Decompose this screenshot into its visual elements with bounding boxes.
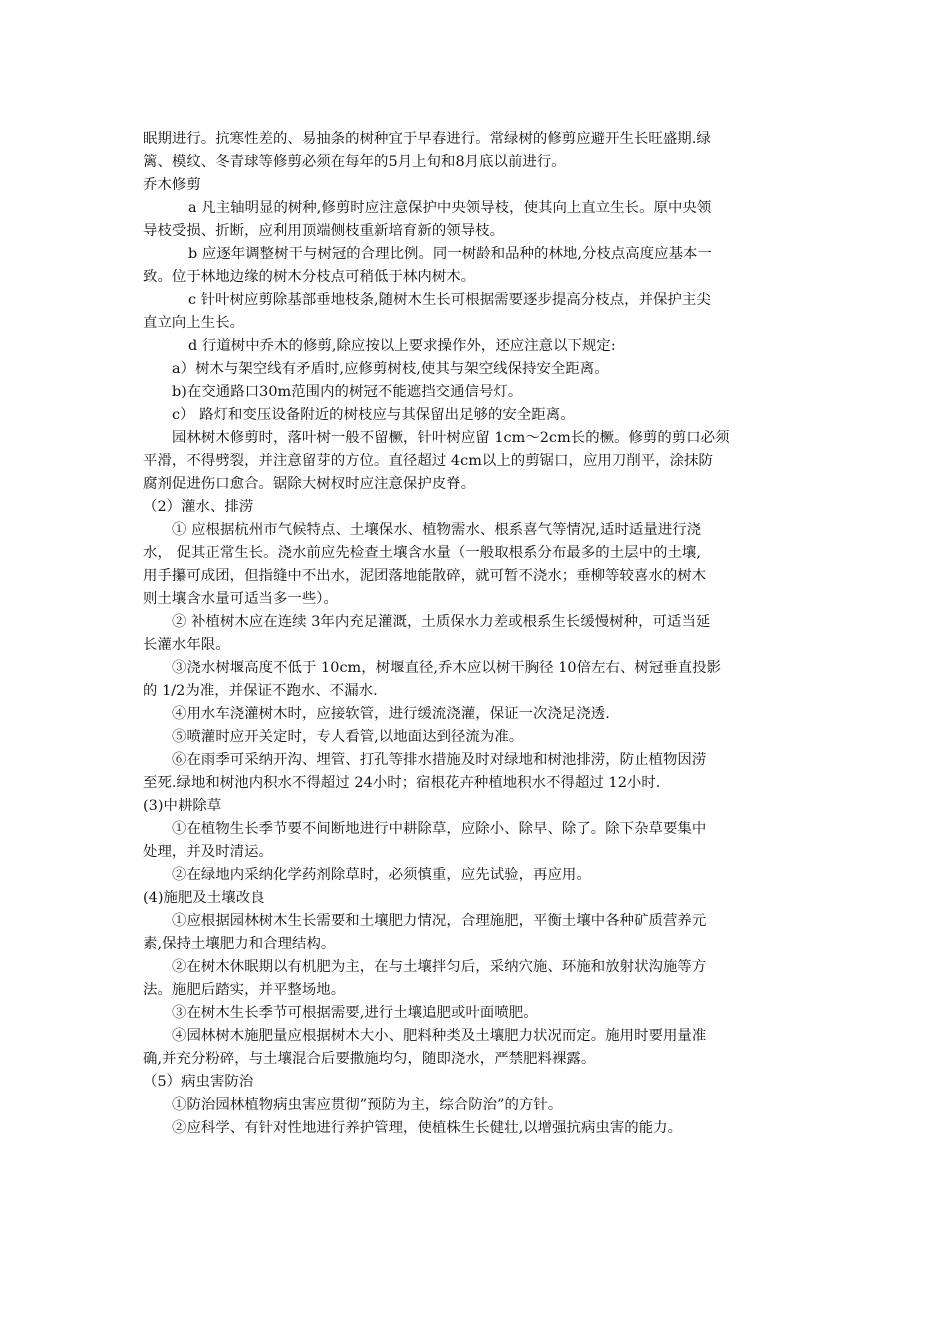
text-line: 的 1/2为准，并保证不跑水、不漏水. bbox=[143, 683, 378, 699]
section-heading: （5）病虫害防治 bbox=[143, 1074, 254, 1090]
text-line: ③在树木生长季节可根据需要,进行土壤追肥或叶面喷肥。 bbox=[172, 1005, 538, 1021]
section-heading: （2）灌水、排涝 bbox=[143, 499, 254, 515]
text-line: b 应逐年调整树干与树冠的合理比例。同一树龄和品种的林地,分枝点高度应基本一 bbox=[188, 246, 712, 262]
section-heading: (3)中耕除草 bbox=[143, 798, 222, 814]
text-line: ①应根据园林树木生长需要和土壤肥力情况，合理施肥，平衡土壤中各种矿质营养元 bbox=[172, 913, 707, 929]
text-line: 园林树木修剪时，落叶树一般不留橛，针叶树应留 1cm～2cm长的橛。修剪的剪口必须 bbox=[172, 430, 730, 446]
text-line: 长灌水年限。 bbox=[143, 637, 230, 653]
text-line: 平滑，不得劈裂，并注意留芽的方位。直径超过 4cm以上的剪锯口，应用刀削平，涂抹防 bbox=[143, 453, 713, 469]
text-line: 确,并充分粉碎，与土壤混合后要撒施均匀，随即浇水，严禁肥料裸露。 bbox=[143, 1051, 596, 1067]
text-line: 用手攥可成团，但指缝中不出水，泥团落地能散碎，就可暂不浇水；垂柳等较喜水的树木 bbox=[143, 568, 707, 584]
text-line: b)在交通路口30m范围内的树冠不能遮挡交通信号灯。 bbox=[172, 384, 523, 400]
text-line: 致。位于林地边缘的树木分枝点可稍低于林内树木。 bbox=[143, 269, 476, 285]
text-line: ①防治园林植物病虫害应贯彻”预防为主，综合防治”的方针。 bbox=[172, 1097, 563, 1113]
text-line: ②应科学、有针对性地进行养护管理，使植株生长健壮,以增强抗病虫害的能力。 bbox=[172, 1120, 683, 1136]
document-body bbox=[143, 128, 808, 1140]
text-line: ⑥在雨季可采纳开沟、埋管、打孔等排水措施及时对绿地和树池排涝，防止植物因涝 bbox=[172, 752, 707, 768]
text-line: 直立向上生长。 bbox=[143, 315, 245, 331]
text-line: d 行道树中乔木的修剪,除应按以上要求操作外，还应注意以下规定: bbox=[188, 338, 616, 354]
text-line: a）树木与架空线有矛盾时,应修剪树枝,使其与架空线保持安全距离。 bbox=[172, 361, 609, 377]
text-line: ④用水车浇灌树木时，应接软管，进行缓流浇灌，保证一次浇足浇透. bbox=[172, 706, 610, 722]
text-line: 腐剂促进伤口愈合。锯除大树杈时应注意保护皮脊。 bbox=[143, 476, 476, 492]
text-line: c） 路灯和变压设备附近的树枝应与其保留出足够的安全距离。 bbox=[172, 407, 575, 423]
text-line: ②在树木休眠期以有机肥为主，在与土壤拌匀后，采纳穴施、环施和放射状沟施等方 bbox=[172, 959, 707, 975]
text-line: 至死.绿地和树池内积水不得超过 24小时；宿根花卉种植地积水不得超过 12小时. bbox=[143, 775, 661, 791]
text-line: 法。施肥后踏实，并平整场地。 bbox=[143, 982, 346, 998]
section-heading: (4)施肥及土壤改良 bbox=[143, 890, 265, 906]
text-line: ③浇水树堰高度不低于 10cm，树堰直径,乔木应以树干胸径 10倍左右、树冠垂直投影 bbox=[172, 660, 722, 676]
text-line: ② 补植树木应在连续 3年内充足灌溉，土质保水力差或根系生长缓慢树种，可适当延 bbox=[172, 614, 711, 630]
text-line: ① 应根据杭州市气候特点、土壤保水、植物需水、根系喜气等情况,适时适量进行浇 bbox=[172, 522, 702, 538]
text-line: 水， 促其正常生长。浇水前应先检查土壤含水量（一般取根系分布最多的土层中的土壤, bbox=[143, 545, 701, 561]
text-line: ④园林树木施肥量应根据树木大小、肥料种类及土壤肥力状况而定。施用时要用量准 bbox=[172, 1028, 707, 1044]
text-line: 处理，并及时清运。 bbox=[143, 844, 273, 860]
text-line: 导枝受损、折断，应利用顶端侧枝重新培育新的领导枝。 bbox=[143, 223, 505, 239]
text-line: 则土壤含水量可适当多一些）。 bbox=[143, 591, 338, 607]
text-line: 眠期进行。抗寒性差的、易抽条的树种宜于早春进行。常绿树的修剪应避开生长旺盛期.绿 bbox=[143, 131, 711, 147]
text-line: a 凡主轴明显的树种,修剪时应注意保护中央领导枝，使其向上直立生长。原中央领 bbox=[188, 200, 712, 216]
section-heading: 乔木修剪 bbox=[143, 177, 201, 193]
text-line: 篱、模纹、冬青球等修剪必须在每年的5月上旬和8月底以前进行。 bbox=[143, 154, 566, 170]
text-line: ⑤喷灌时应开关定时，专人看管,以地面达到径流为准。 bbox=[172, 729, 524, 745]
text-line: ①在植物生长季节要不间断地进行中耕除草，应除小、除早、除了。除下杂草要集中 bbox=[172, 821, 707, 837]
text-line: c 针叶树应剪除基部垂地枝条,随树木生长可根据需要逐步提高分枝点，并保护主尖 bbox=[188, 292, 711, 308]
text-line: ②在绿地内采纳化学药剂除草时，必须慎重，应先试验，再应用。 bbox=[172, 867, 591, 883]
text-line: 素,保持土壤肥力和合理结构。 bbox=[143, 936, 336, 952]
